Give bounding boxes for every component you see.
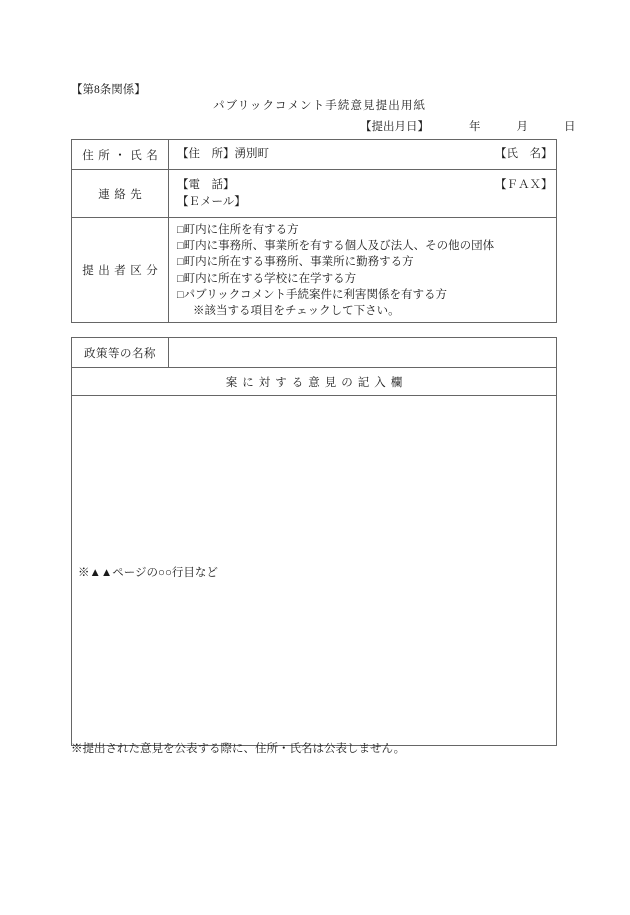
date-day-unit: 日 xyxy=(564,121,576,133)
address-row-label-text: 住所・氏名 xyxy=(82,149,163,162)
policy-name-label xyxy=(72,338,169,368)
submission-date-line xyxy=(360,119,576,135)
opinion-hint-text: ※▲▲ページの○○行目など xyxy=(78,566,218,579)
checkbox-option-3[interactable] xyxy=(177,254,556,270)
address-row-label xyxy=(72,140,169,170)
checkbox-option-2-label: 町内に事務所、事業所を有する個人及び法人、その他の団体 xyxy=(183,240,495,253)
submitter-category-options xyxy=(169,218,557,323)
personal-information-table xyxy=(71,139,557,323)
date-year-unit: 年 xyxy=(469,121,481,133)
checkbox-icon[interactable]: □ xyxy=(177,272,184,285)
date-month-unit: 月 xyxy=(516,121,528,133)
checkbox-option-5-label: パブリックコメント手続案件に利害関係を有する方 xyxy=(183,288,448,301)
name-field-label: 【氏 名】 xyxy=(495,148,553,160)
email-field-label: 【Ｅメール】 xyxy=(177,195,246,208)
phone-field-line xyxy=(177,177,556,194)
checkbox-icon[interactable]: □ xyxy=(177,240,184,253)
checkbox-option-4[interactable] xyxy=(177,271,556,287)
submission-date-label: 【提出月日】 xyxy=(360,121,429,133)
checkbox-icon[interactable]: □ xyxy=(177,224,184,236)
policy-name-input[interactable] xyxy=(169,338,557,368)
email-field-line xyxy=(177,194,556,211)
contact-row-label xyxy=(72,170,169,218)
checkbox-option-1[interactable] xyxy=(177,222,556,238)
opinion-table xyxy=(71,337,557,746)
submitter-category-label xyxy=(72,218,169,323)
address-field-line xyxy=(177,146,556,163)
table-row-opinion-heading xyxy=(72,368,557,396)
table-row-opinion-body xyxy=(72,396,557,746)
clause-reference: 【第8条関係】 xyxy=(71,84,146,96)
contact-row-label-text: 連絡先 xyxy=(98,188,147,201)
address-row-value[interactable] xyxy=(169,140,557,170)
table-row-submitter-category xyxy=(72,218,557,323)
document-title: パブリックコメント手続意見提出用紙 xyxy=(213,100,427,112)
checkbox-icon[interactable]: □ xyxy=(177,288,184,301)
opinion-input-area[interactable] xyxy=(72,396,557,746)
checkbox-option-1-label: 町内に住所を有する方 xyxy=(183,224,299,236)
opinion-heading: 案に対する意見の記入欄 xyxy=(72,368,557,396)
fax-field-label: 【ＦＡＸ】 xyxy=(495,178,553,191)
table-row-address xyxy=(72,140,557,170)
phone-field-label: 【電 話】 xyxy=(177,178,235,191)
checkbox-option-2[interactable] xyxy=(177,238,556,254)
table-row-policy-name xyxy=(72,338,557,368)
contact-row-value[interactable] xyxy=(169,170,557,218)
policy-name-label-text: 政策等の名称 xyxy=(84,347,156,360)
checkbox-instruction-note: ※該当する項目をチェックして下さい。 xyxy=(193,305,400,318)
address-field-label: 【住 所】湧別町 xyxy=(177,148,269,160)
table-row-contact xyxy=(72,170,557,218)
checkbox-icon[interactable]: □ xyxy=(177,256,184,269)
checkbox-option-3-label: 町内に所在する事務所、事業所に勤務する方 xyxy=(183,256,414,269)
privacy-footnote: ※提出された意見を公表する際に、住所・氏名は公表しません。 xyxy=(71,743,406,755)
checkbox-list xyxy=(169,218,556,322)
checkbox-option-4-label: 町内に所在する学校に在学する方 xyxy=(183,272,357,285)
checkbox-option-5[interactable] xyxy=(177,287,556,303)
submitter-category-label-text: 提出者区分 xyxy=(82,265,163,278)
